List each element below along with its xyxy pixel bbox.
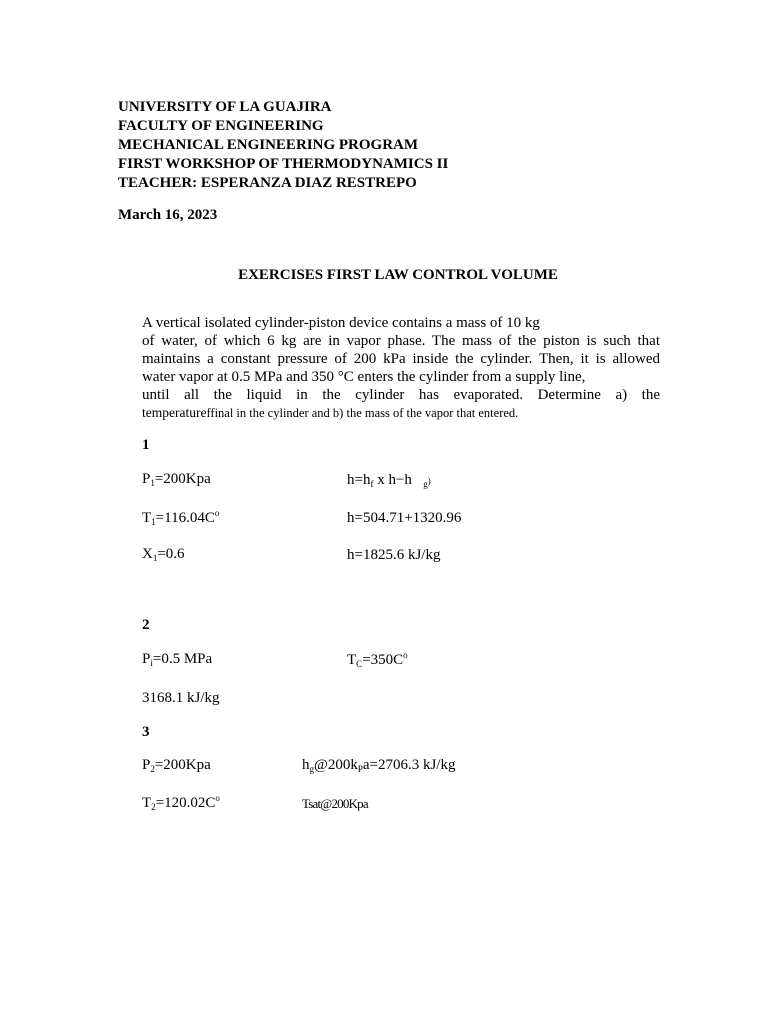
value: =120.02C: [155, 795, 216, 811]
subscript: 2: [151, 802, 156, 812]
eq-part: ): [427, 476, 431, 486]
degree-mark: o: [403, 650, 408, 660]
header-faculty: FACULTY OF ENGINEERING: [118, 118, 324, 134]
problem-word: temperature: [142, 405, 207, 420]
degree-mark: o: [214, 508, 220, 518]
subscript: i: [150, 658, 153, 668]
subscript: 1: [150, 478, 155, 488]
state-2-pressure: [142, 651, 212, 668]
eq-part: −h: [395, 472, 412, 488]
state-1-temperature: [142, 510, 219, 527]
symbol: X: [142, 546, 153, 562]
document-date: March 16, 2023: [118, 207, 218, 223]
problem-line: maintains a constant pressure of 200 kPa inside the cylinder. Then, it is allowed: [142, 351, 660, 367]
state-1-pressure: [142, 471, 211, 488]
problem-tail: ffinal in the cylinder and b) the mass of the vapor that entered.: [206, 406, 519, 420]
state-1-enthalpy-sum: h=504.71+1320.96: [347, 510, 462, 526]
state-3-hg: [302, 757, 455, 774]
symbol: T: [347, 652, 357, 668]
subscript: g: [423, 479, 428, 489]
problem-line: of water, of which 6 kg are in vapor phase. The mass of the piston is such that: [142, 333, 660, 349]
state-1-quality: [142, 546, 185, 563]
problem-line: until all the liquid in the cylinder has evaporated. Determine a) the: [142, 387, 660, 403]
symbol: P: [142, 471, 151, 487]
subscript: P: [357, 764, 363, 774]
problem-statement: [142, 314, 660, 422]
value: =200Kpa: [154, 471, 211, 487]
value: =0.6: [157, 546, 185, 562]
subscript: g: [309, 764, 314, 774]
value: @200k: [314, 757, 358, 773]
problem-line: A vertical isolated cylinder-piston device contains a mass of 10 kg: [142, 315, 540, 331]
state-3-pressure: [142, 757, 211, 774]
header-university: UNIVERSITY OF LA GUAJIRA: [118, 99, 332, 115]
value: =350C: [362, 652, 404, 668]
state-1-enthalpy-equation: [347, 472, 431, 489]
value: a=2706.3 kJ/kg: [362, 757, 456, 773]
eq-part: x: [373, 472, 389, 488]
state-2-temperature: [347, 652, 408, 669]
state-3-tsat: Tsat@200Kpa: [302, 796, 368, 811]
symbol: T: [142, 510, 152, 526]
problem-line: [142, 404, 660, 422]
subscript: 1: [151, 517, 156, 527]
value: =116.04C: [155, 510, 215, 526]
subscript: f: [370, 479, 374, 489]
subscript: C: [356, 659, 363, 669]
header-workshop: FIRST WORKSHOP OF THERMODYNAMICS II: [118, 156, 449, 172]
state-2-enthalpy: 3168.1 kJ/kg: [142, 690, 220, 706]
degree-mark: o: [215, 793, 220, 803]
problem-line: water vapor at 0.5 MPa and 350 °C enters the cylinder from a supply line,: [142, 369, 586, 385]
eq-part: h=h: [347, 472, 371, 488]
state-2-number: 2: [142, 617, 150, 633]
subscript: 2: [150, 764, 155, 774]
symbol: T: [142, 795, 152, 811]
subscript: 1: [152, 553, 158, 563]
state-3-temperature: [142, 795, 220, 812]
state-1-number: 1: [142, 437, 150, 453]
eq-part: h: [388, 472, 396, 488]
state-3-number: 3: [142, 724, 150, 740]
header-program: MECHANICAL ENGINEERING PROGRAM: [118, 137, 419, 153]
document-title: EXERCISES FIRST LAW CONTROL VOLUME: [238, 267, 558, 283]
symbol: h: [302, 757, 310, 773]
symbol: P: [142, 757, 151, 773]
header-teacher: TEACHER: ESPERANZA DIAZ RESTREPO: [118, 175, 417, 191]
value: =0.5 MPa: [152, 651, 213, 667]
state-1-enthalpy-result: h=1825.6 kJ/kg: [347, 547, 441, 563]
value: =200Kpa: [154, 757, 211, 773]
symbol: P: [142, 651, 151, 667]
